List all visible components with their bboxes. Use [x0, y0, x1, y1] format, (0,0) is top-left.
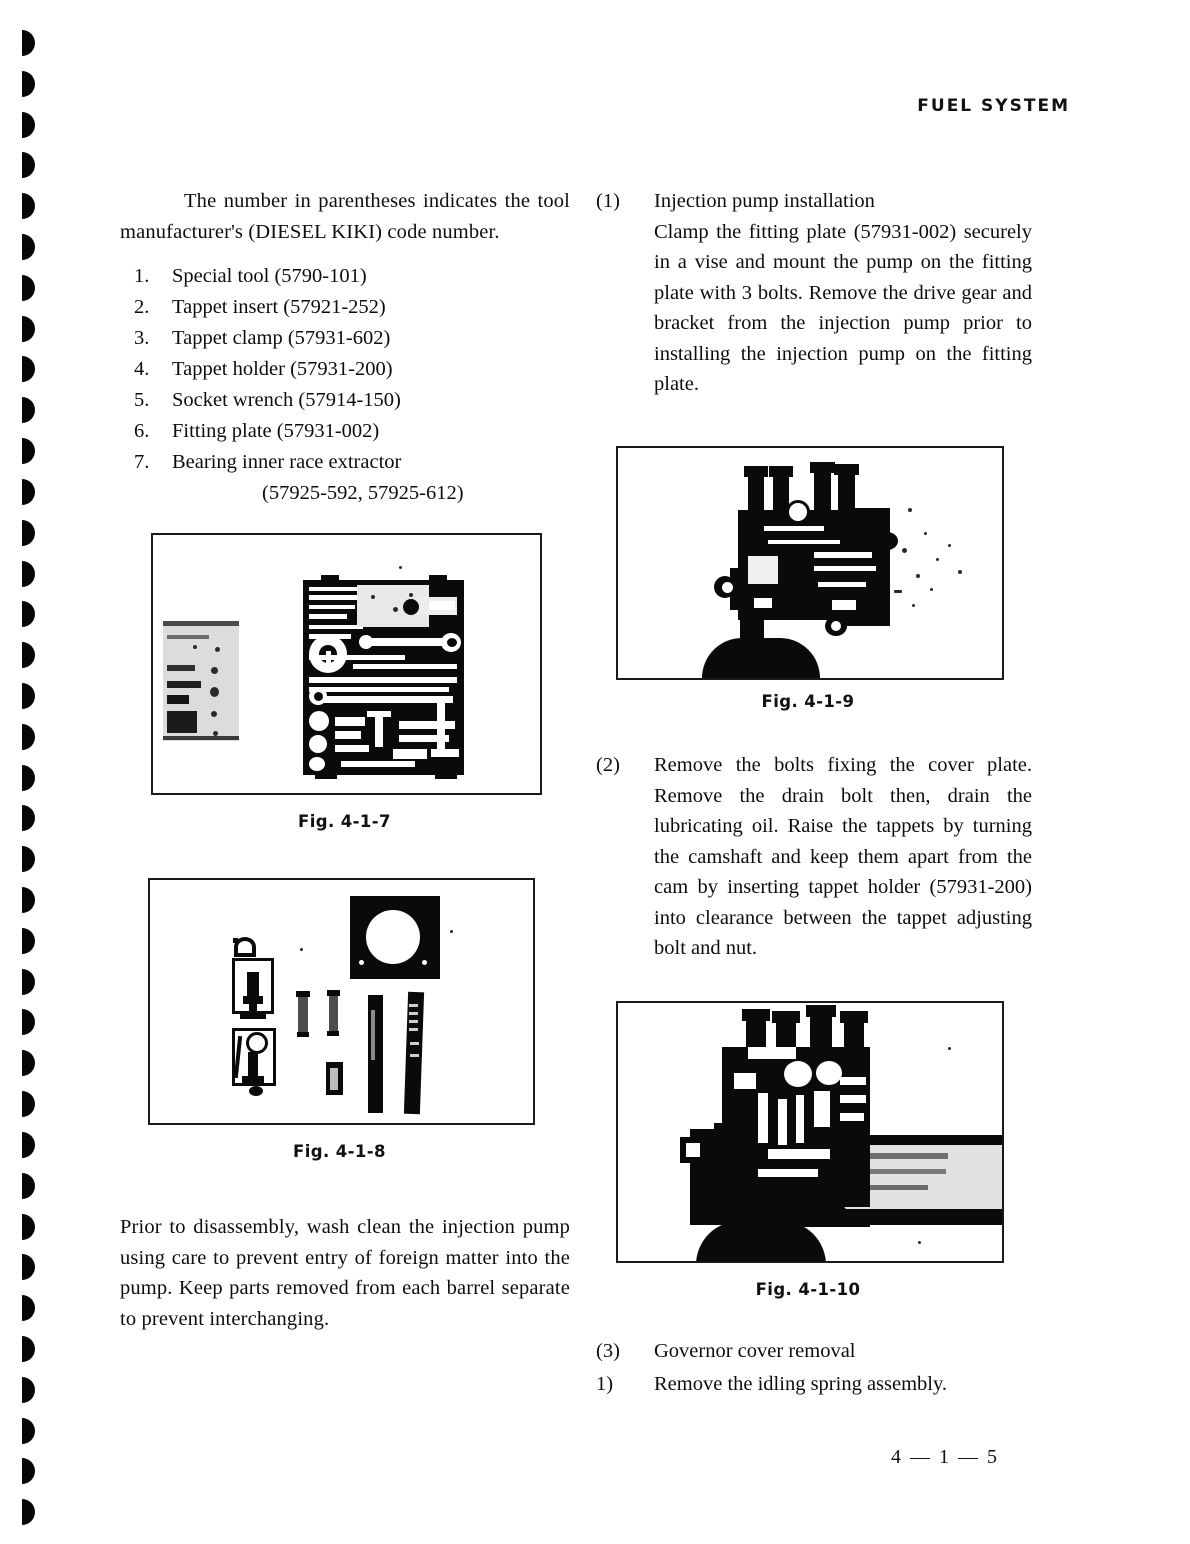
binding-hole	[22, 234, 35, 260]
binding-hole	[22, 1336, 35, 1362]
photo-content	[618, 1003, 1002, 1261]
special-tool-list	[120, 261, 570, 478]
list-item	[120, 261, 570, 292]
binding-hole	[22, 275, 35, 301]
step-body	[654, 186, 1032, 400]
binding-hole	[22, 397, 35, 423]
binding-hole	[22, 805, 35, 831]
tool-name: Tappet holder (57931-200)	[172, 358, 393, 380]
binding-hole	[22, 1418, 35, 1444]
binding-hole	[22, 356, 35, 382]
step-marker: 1)	[596, 1372, 614, 1395]
step-3	[596, 1336, 1032, 1367]
binding-hole	[22, 1091, 35, 1117]
binding-hole	[22, 724, 35, 750]
binding-hole	[22, 1499, 35, 1525]
photo-content	[153, 535, 540, 793]
tool-list-continuation-codes: (57925-592, 57925-612)	[262, 482, 464, 504]
figure-caption-4-1-9: Fig. 4-1-9	[761, 692, 855, 711]
figure-caption-4-1-7: Fig. 4-1-7	[298, 812, 391, 831]
tool-name: Fitting plate (57931-002)	[172, 420, 380, 442]
binding-hole	[22, 71, 35, 97]
step-1	[596, 186, 1032, 400]
tool-number: 2.	[134, 296, 150, 318]
list-item	[120, 416, 570, 447]
binding-hole	[22, 928, 35, 954]
binding-hole	[22, 683, 35, 709]
binding-hole	[22, 1295, 35, 1321]
list-item	[120, 292, 570, 323]
tool-name: Bearing inner race extractor	[172, 451, 402, 473]
tool-number: 6.	[134, 420, 150, 442]
binding-hole	[22, 642, 35, 668]
binding-hole	[22, 1214, 35, 1240]
right-column-step-2-wrap	[596, 750, 1032, 966]
list-item	[120, 447, 570, 478]
binding-hole	[22, 1132, 35, 1158]
binding-hole	[22, 561, 35, 587]
tool-name: Socket wrench (57914-150)	[172, 389, 401, 411]
binding-hole	[22, 1009, 35, 1035]
list-item	[120, 323, 570, 354]
binding-hole	[22, 969, 35, 995]
photo-content	[618, 448, 1002, 678]
step-body: Remove the idling spring assembly.	[654, 1372, 948, 1395]
tool-number: 1.	[134, 265, 150, 287]
tool-number: 7.	[134, 451, 150, 473]
figure-image-4-1-8	[148, 878, 535, 1125]
binding-hole	[22, 438, 35, 464]
binding-hole	[22, 1254, 35, 1280]
right-column	[596, 186, 1032, 402]
binding-hole	[22, 193, 35, 219]
tool-name: Tappet insert (57921-252)	[172, 296, 386, 318]
binding-hole	[22, 152, 35, 178]
step-body: Governor cover removal	[654, 1340, 856, 1362]
step-marker: (3)	[596, 1340, 620, 1362]
binding-hole	[22, 520, 35, 546]
figure-image-4-1-9	[616, 446, 1004, 680]
page-number: 4 — 1 — 5	[891, 1446, 999, 1468]
step-3-1	[596, 1369, 1032, 1400]
tool-number: 5.	[134, 389, 150, 411]
right-column-steps-3-wrap	[596, 1336, 1032, 1401]
pre-disassembly-paragraph: Prior to disassembly, wash clean the injection pump using care to prevent entry of foreign matter into the pump. Keep parts removed from each barrel separate to prevent interchanging.	[120, 1216, 570, 1330]
binding-hole	[22, 887, 35, 913]
page-header-title: FUEL SYSTEM	[917, 96, 1070, 116]
tool-number: 4.	[134, 358, 150, 380]
binding-hole	[22, 479, 35, 505]
step-detail: Clamp the fitting plate (57931-002) securely in a vise and mount the pump on the fitting plate with 3 bolts. Remove the drive gear and bracket from the injection pump prior to installing the injection pump on the fitting plate.	[654, 220, 1032, 395]
figure-image-4-1-10	[616, 1001, 1004, 1263]
step-2	[596, 750, 1032, 964]
photo-content	[150, 880, 533, 1123]
tool-name: Special tool (5790-101)	[172, 265, 367, 287]
tool-name: Tappet clamp (57931-602)	[172, 327, 391, 349]
step-body: Remove the bolts fixing the cover plate. Remove the drain bolt then, drain the lubricating oil. Raise the tappets by turning the camshaft and keep them apart from the cam by inserting tappet holder (57931-200) into clearance between the tappet adjusting bolt and nut.	[654, 754, 1032, 959]
binding-hole	[22, 601, 35, 627]
binding-hole	[22, 112, 35, 138]
list-item	[120, 354, 570, 385]
tool-number: 3.	[134, 327, 150, 349]
binding-hole	[22, 316, 35, 342]
spiral-binding-holes	[0, 0, 60, 1544]
figure-image-4-1-7	[151, 533, 542, 795]
step-marker: (1)	[596, 190, 620, 212]
tool-code-intro-paragraph: The number in parentheses indicates the tool manufacturer's (DIESEL KIKI) code number.	[120, 190, 570, 243]
left-column	[120, 186, 570, 509]
binding-hole	[22, 765, 35, 791]
step-lead: Injection pump installation	[654, 190, 875, 212]
step-marker: (2)	[596, 754, 620, 776]
binding-hole	[22, 1050, 35, 1076]
binding-hole	[22, 30, 35, 56]
binding-hole	[22, 1377, 35, 1403]
list-item	[120, 385, 570, 416]
figure-caption-4-1-10: Fig. 4-1-10	[755, 1280, 861, 1299]
binding-hole	[22, 846, 35, 872]
binding-hole	[22, 1173, 35, 1199]
figure-caption-4-1-8: Fig. 4-1-8	[293, 1142, 386, 1161]
binding-hole	[22, 1458, 35, 1484]
